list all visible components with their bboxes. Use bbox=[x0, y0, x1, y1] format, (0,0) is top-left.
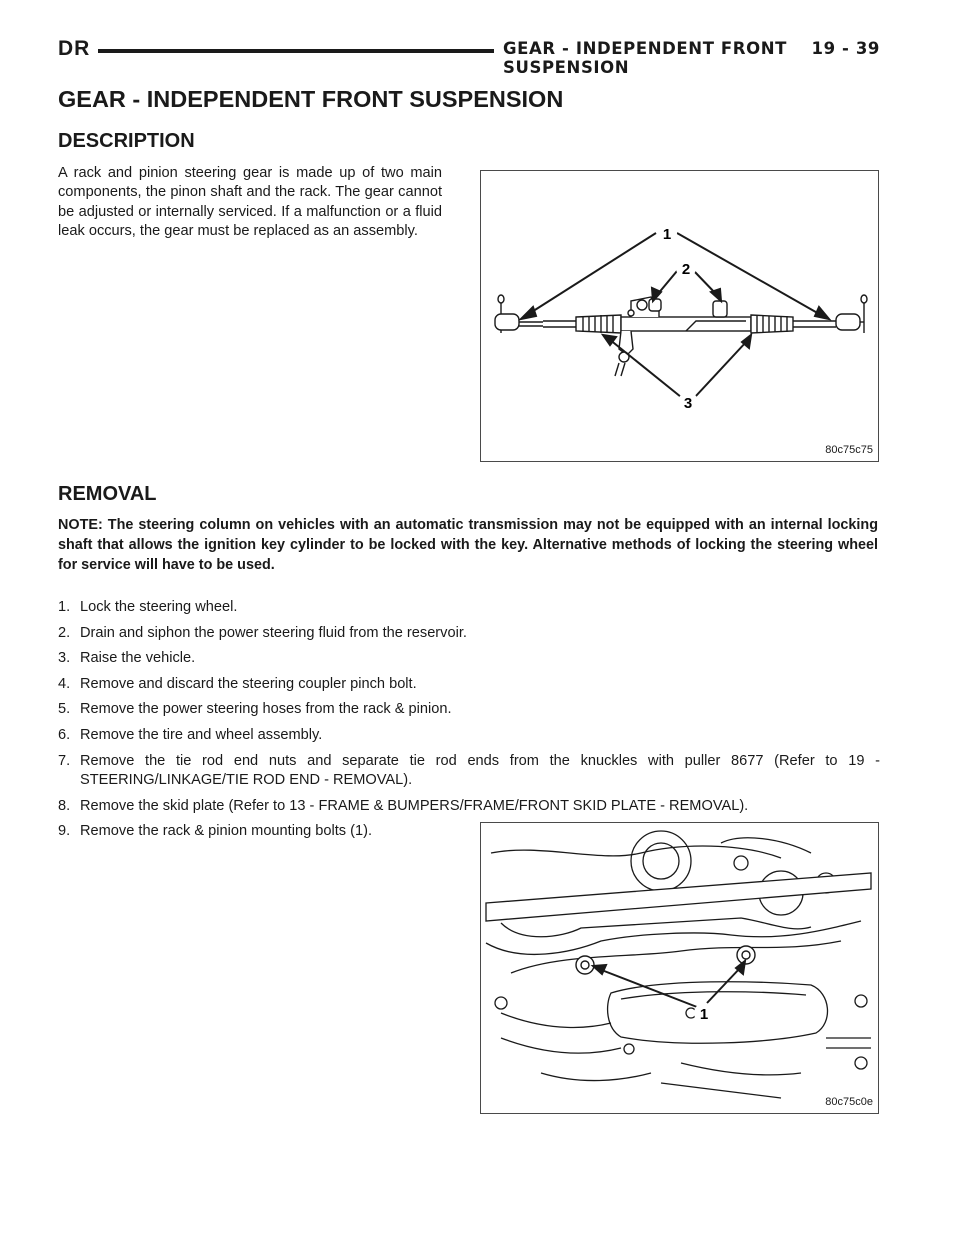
removal-heading: REMOVAL bbox=[58, 483, 157, 505]
callout-1: 1 bbox=[699, 1006, 709, 1023]
header-section-code: DR bbox=[58, 37, 91, 60]
list-item: 4. Remove and discard the steering coupler pinch bolt. bbox=[58, 675, 417, 692]
header-title: GEAR - INDEPENDENT FRONT SUSPENSION bbox=[503, 39, 787, 77]
figure-code: 80c75c0e bbox=[825, 1096, 873, 1108]
header-rule bbox=[98, 49, 494, 53]
list-item: 8. Remove the skid plate (Refer to 13 - FRAME & BUMPERS/FRAME/FRONT SKID PLATE - REMOVAL). bbox=[58, 797, 749, 814]
list-item: 5. Remove the power steering hoses from the rack & pinion. bbox=[58, 701, 452, 718]
list-item: 3. Raise the vehicle. bbox=[58, 650, 196, 667]
callout-1: 1 bbox=[662, 226, 672, 243]
figure-rack-and-pinion bbox=[480, 170, 879, 462]
figure-mounting-bolts bbox=[480, 822, 879, 1114]
list-item: 2. Drain and siphon the power steering fluid from the reservoir. bbox=[58, 624, 467, 641]
page-header bbox=[58, 37, 880, 77]
list-item: 6. Remove the tire and wheel assembly. bbox=[58, 726, 323, 743]
list-item: 9. Remove the rack & pinion mounting bolts (1). bbox=[58, 823, 373, 840]
figure-code: 80c75c75 bbox=[825, 444, 873, 456]
removal-steps bbox=[58, 598, 880, 848]
list-item: 1. Lock the steering wheel. bbox=[58, 599, 238, 615]
mounting-bolts-illustration bbox=[481, 823, 878, 1113]
rack-and-pinion-illustration bbox=[481, 171, 878, 461]
callout-3: 3 bbox=[683, 395, 693, 412]
page-title: GEAR - INDEPENDENT FRONT SUSPENSION bbox=[58, 86, 564, 112]
callout-2: 2 bbox=[681, 261, 691, 278]
description-text: A rack and pinion steering gear is made up of two main components, the pinon shaft and the rack. The gear cannot be adjusted or internally serviced. If a malfunction or a fluid leak occurs, the gear must be replaced as an assembly. bbox=[58, 165, 442, 240]
description-heading: DESCRIPTION bbox=[58, 130, 195, 152]
removal-note: NOTE: The steering column on vehicles with an automatic transmission may not be equipped with an internal locking shaft that allows the ignition key cylinder to be locked with the key. Alternative methods of locking the steering wheel for service will have to be used. bbox=[58, 517, 878, 573]
header-page-number: 19 - 39 bbox=[811, 39, 880, 58]
list-item: 7. Remove the tie rod end nuts and separate tie rod ends from the knuckles with puller 8677 (Refer to 19 - STEERING/LINKAGE/TIE ROD END - REMOVAL). bbox=[58, 752, 880, 788]
